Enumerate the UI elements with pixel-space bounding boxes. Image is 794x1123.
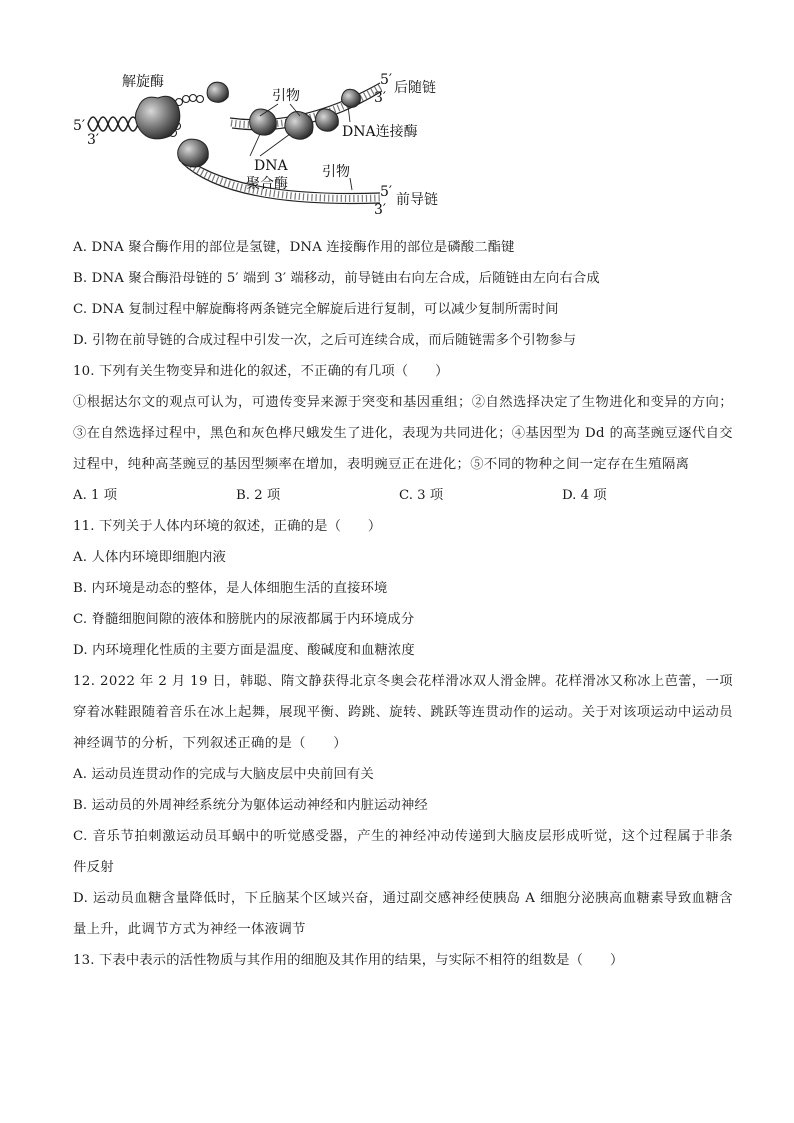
label-3prime-bottom: 3′	[374, 202, 387, 218]
label-5prime-top: 5′	[380, 72, 393, 88]
polymerase-leading	[178, 139, 209, 167]
q10-option-c: C. 3 项	[399, 488, 444, 503]
label-lagging-strand: 后随链	[394, 80, 436, 96]
q11-stem: 11. 下列关于人体内环境的叙述，正确的是（ ）	[73, 519, 382, 534]
q11-option-c: C. 脊髓细胞间隙的液体和膀胱内的尿液都属于内环境成分	[73, 612, 415, 627]
label-polymerase: 聚合酶	[246, 176, 288, 192]
q10-options	[73, 480, 733, 511]
label-5prime-left: 5′	[73, 118, 86, 134]
q10-stem: 10. 下列有关生物变异和进化的叙述，不正确的有几项（ ）	[73, 364, 449, 379]
label-dna: DNA	[254, 158, 288, 174]
label-5prime-bottom: 5′	[380, 184, 393, 200]
label-leading-strand: 前导链	[396, 192, 438, 208]
label-primer-top: 引物	[272, 88, 300, 104]
q9-option-b: B. DNA 聚合酶沿母链的 5′ 端到 3′ 端移动，前导链由右向左合成，后随链由左向右合成	[73, 271, 600, 286]
label-helicase: 解旋酶	[122, 74, 164, 90]
q11-option-d: D. 内环境理化性质的主要方面是温度、酸碱度和血糖浓度	[73, 643, 415, 658]
label-3prime-left: 3′	[87, 132, 100, 148]
polymerase-lagging-a	[250, 109, 277, 135]
q12-option-b: B. 运动员的外周神经系统分为躯体运动神经和内脏运动神经	[73, 798, 428, 813]
q12-option-a: A. 运动员连贯动作的完成与大脑皮层中央前回有关	[73, 767, 374, 782]
q12-option-c: C. 音乐节拍刺激运动员耳蜗中的听觉感受器，产生的神经冲动传递到大脑皮层形成听觉，这个过程属于非条件反射	[73, 829, 733, 875]
q12-option-d: D. 运动员血糖含量降低时，下丘脑某个区域兴奋，通过副交感神经使胰岛 A 细胞分泌胰高血糖素导致血糖含量上升，此调节方式为神经一体液调节	[73, 891, 733, 937]
label-3prime-top: 3′	[374, 90, 387, 106]
q9-option-a: A. DNA 聚合酶作用的部位是氢键，DNA 连接酶作用的部位是磷酸二酯键	[73, 240, 515, 255]
label-dna-ligase: DNA连接酶	[342, 124, 418, 140]
dna-replication-diagram	[60, 58, 480, 223]
q9-option-c: C. DNA 复制过程中解旋酶将两条链完全解旋后进行复制，可以减少复制所需时间	[73, 302, 559, 317]
q10-option-a: A. 1 项	[73, 488, 118, 503]
q12-stem: 12. 2022 年 2 月 19 日，韩聪、隋文静获得北京冬奥会花样滑冰双人滑金牌。花样滑冰又称冰上芭蕾，一项穿着冰鞋跟随着音乐在冰上起舞，展现平衡、跨跳、旋转、跳跃等连贯动作的运动。关于对该项运动中运动员神经调节的分析，下列叙述正确的是（ ）	[73, 674, 733, 751]
primase-enzyme	[207, 82, 228, 102]
question-content	[73, 232, 733, 976]
q11-option-b: B. 内环境是动态的整体，是人体细胞生活的直接环境	[73, 581, 388, 596]
q11-option-a: A. 人体内环境即细胞内液	[73, 550, 226, 565]
q10-body: ①根据达尔文的观点可认为，可遗传变异来源于突变和基因重组；②自然选择决定了生物进化和变异的方向；③在自然选择过程中，黑色和灰色桦尺蛾发生了进化，表现为共同进化；④基因型为 Dd 的高茎豌豆逐代自交过程中，纯种高茎豌豆的基因型频率在增加，表明豌豆正在进化；⑤不同的物种之间一定存在生殖隔离	[73, 395, 733, 472]
q13-stem: 13. 下表中表示的活性物质与其作用的细胞及其作用的结果，与实际不相符的组数是（ ）	[73, 953, 624, 968]
helicase-enzyme	[135, 96, 179, 139]
q9-option-d: D. 引物在前导链的合成过程中引发一次，之后可连续合成，而后随链需多个引物参与	[73, 333, 577, 348]
q10-option-d: D. 4 项	[562, 488, 607, 503]
ligase-enzyme	[342, 89, 361, 107]
q10-option-b: B. 2 项	[236, 488, 281, 503]
label-primer-bottom: 引物	[322, 164, 350, 180]
